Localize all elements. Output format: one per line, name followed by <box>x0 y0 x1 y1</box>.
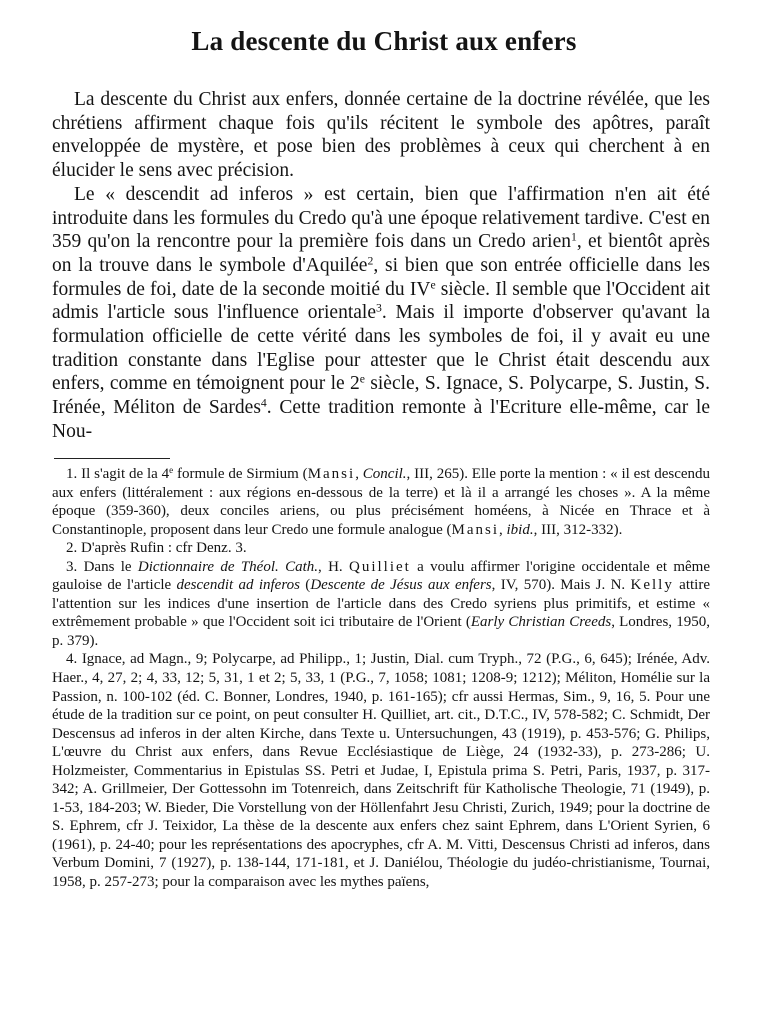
paragraph-2-text-d: siècle. Il semble que l'Occident ait admis l'article sous l'influence orientale <box>52 278 711 324</box>
main-text <box>52 88 710 444</box>
footnote-3-text-c: a voulu affirmer l'origine occidentale et même gauloise de l'article <box>52 558 710 594</box>
footnote-ref-3[interactable]: 3 <box>375 301 382 315</box>
footnote-1-text-d: , III, 265). Elle porte la mention : « il est descendu aux enfers (littéralement : aux régions en-dessous de la terre) et là il a arrangé les choses ». A la même époque (359-360), deux conciles ariens, ou plus précisément homéens, à Nicée en Thrace et à Constantinople, proposent dans leur Credo une formule analogue ( <box>52 466 711 538</box>
footnote-4: 4. Ignace, ad Magn., 9; Polycarpe, ad Philipp., 1; Justin, Dial. cum Tryph., 72 (P.G., 6, 645); Irénée, Adv. Haer., 4, 27, 2; 4, 33, 12; 5, 31, 1 et 2; 5, 33, 1 (P.G., 7, 1058; 1081; 1208-9; 1212); Méliton, Homélie sur la Passion, n. 100-102 (éd. C. Bonner, Londres, 1940, p. 161-165); cfr aussi Hermas, Sim., 9, 16, 5. Pour une étude de la tradition sur ce point, on peut consulter H. Quilliet, art. cit., D.T.C., IV, 578-582; C. Schmidt, Der Descensus ad inferos in der alten Kirche, dans Texte u. Untersuchungen, 43 (1919), p. 453-576; G. Philips, L'œuvre du Christ aux enfers, dans Revue Ecclésiastique de Liège, 24 (1932-33), p. 273-286; U. Holzmeister, Commentarius in Epistulas SS. Petri et Judae, I, Epistula prima S. Petri, Paris, 1937, p. 317-342; A. Grillmeier, Der Gottessohn im Totenreich, dans Zeitschrift für Katholische Theologie, 71 (1949), p. 1-53, 184-203; W. Bieder, Die Vorstellung von der Höllenfahrt Jesu Christi, Zurich, 1949; pour la doctrine de S. Ephrem, cfr J. Teixidor, La thèse de la descente aux enfers chez saint Ephrem, dans L'Orient Syrien, 6 (1961), p. 24-40; pour les représentations des apocryphes, cfr A. M. Vitti, Descensus Christi ad inferos, dans Verbum Domini, 7 (1927), p. 138-144, 171-181, et J. Daniélou, Théologie du judéo-christianisme, Tournai, 1958, p. 257-273; pour la comparaison avec les mythes païens, <box>52 651 710 891</box>
footnote-1-author-mansi: Mansi <box>307 466 356 482</box>
footnote-1-text-e: , <box>499 521 507 538</box>
footnote-1-work-concil: Concil. <box>362 466 407 482</box>
paragraph-2-text-a: Le « descendit ad inferos » est certain, bien que l'affirmation n'en ait été introduite dans les formules du Credo qu'à une époque relativement tardive. C'est en 359 qu'on la rencontre pour la première fois dans un Credo arien <box>52 183 710 253</box>
footnote-1-superscript: e <box>169 465 174 476</box>
paragraph-1: La descente du Christ aux enfers, donnée certaine de la doctrine révélée, que les chrétiens affirment chaque fois qu'ils récitent le symbole des apôtres, paraît enveloppée de mystère, et pose bien des problèmes à ceux qui cherchent à en élucider le sens avec précision. <box>52 89 710 182</box>
footnote-3-author-quilliet: Quilliet <box>349 558 411 575</box>
page-title: La descente du Christ aux enfers <box>191 26 577 56</box>
paragraph-2-text-b: , et bientôt après on la trouve dans le symbole d'Aquilée <box>52 231 710 276</box>
footnote-1-text-f: , III, 312-332). <box>533 521 623 538</box>
century-superscript-2: e <box>359 373 365 387</box>
paragraph-2-text-g: . Cette tradition remonte à l'Ecriture elle-même, car le Nou- <box>52 397 711 442</box>
footnote-3-work-early-creeds: Early Christian Creeds <box>470 614 612 631</box>
footnote-2: 2. D'après Rufin : cfr Denz. 3. <box>66 540 247 557</box>
footnote-1-text-a: 1. Il s'agit de la 4 <box>66 466 170 482</box>
paragraph-2-text-c: , si bien que son entrée officielle dans les formules de foi, date de la seconde moitié du IV <box>52 254 710 300</box>
paragraph-2 <box>52 183 710 444</box>
footnotes <box>52 465 710 892</box>
footnote-3-term-descendit: descendit ad inferos <box>176 577 300 594</box>
footnote-3-work-descente: Descente de Jésus aux enfers <box>310 577 492 594</box>
footnote-3-work-dictionnaire: Dictionnaire de Théol. Cath. <box>137 558 319 575</box>
footnote-1 <box>52 465 710 539</box>
footnote-1-text-c: , <box>355 466 363 482</box>
footnote-3 <box>52 558 710 651</box>
paragraph-2-text-e: . Mais il importe d'observer qu'avant la formulation officielle de cette vérité dans les symboles de foi, il y avait eu une tradition constante dans l'Eglise pour attester que le Christ était descendu aux enfers, comme en témoignent pour le 2 <box>52 302 710 395</box>
footnote-ref-2[interactable]: 2 <box>367 254 374 268</box>
footnote-ref-4[interactable]: 4 <box>260 396 267 410</box>
footnote-1-author-mansi-2: Mansi <box>451 521 499 538</box>
footnote-3-text-f: attire l'attention sur les indices d'une insertion de l'article dans des Credo syriens plus primitifs, et estime « extrêmement probable » que l'Occident soit ici tributaire de l'Orient ( <box>52 577 710 631</box>
paragraph-2-text-f: siècle, S. Ignace, S. Polycarpe, S. Justin, S. Irénée, Méliton de Sardes <box>52 373 710 419</box>
footnote-3-text-e: , IV, 570). Mais J. N. <box>491 577 631 594</box>
footnote-3-text-b: , H. <box>318 558 350 575</box>
footnote-1-ibid: ibid. <box>506 521 534 538</box>
footnote-3-text-g: , Londres, 1950, p. 379). <box>52 614 710 649</box>
footnote-3-author-kelly: Kelly <box>630 577 674 594</box>
footnote-3-text-d: ( <box>299 577 311 594</box>
footnote-ref-1[interactable]: 1 <box>571 230 577 244</box>
footnote-1-text-b: formule de Sirmium ( <box>173 466 308 482</box>
footnote-3-text-a: 3. Dans le <box>66 558 138 575</box>
footnote-divider <box>54 458 170 459</box>
century-superscript: e <box>430 278 436 292</box>
